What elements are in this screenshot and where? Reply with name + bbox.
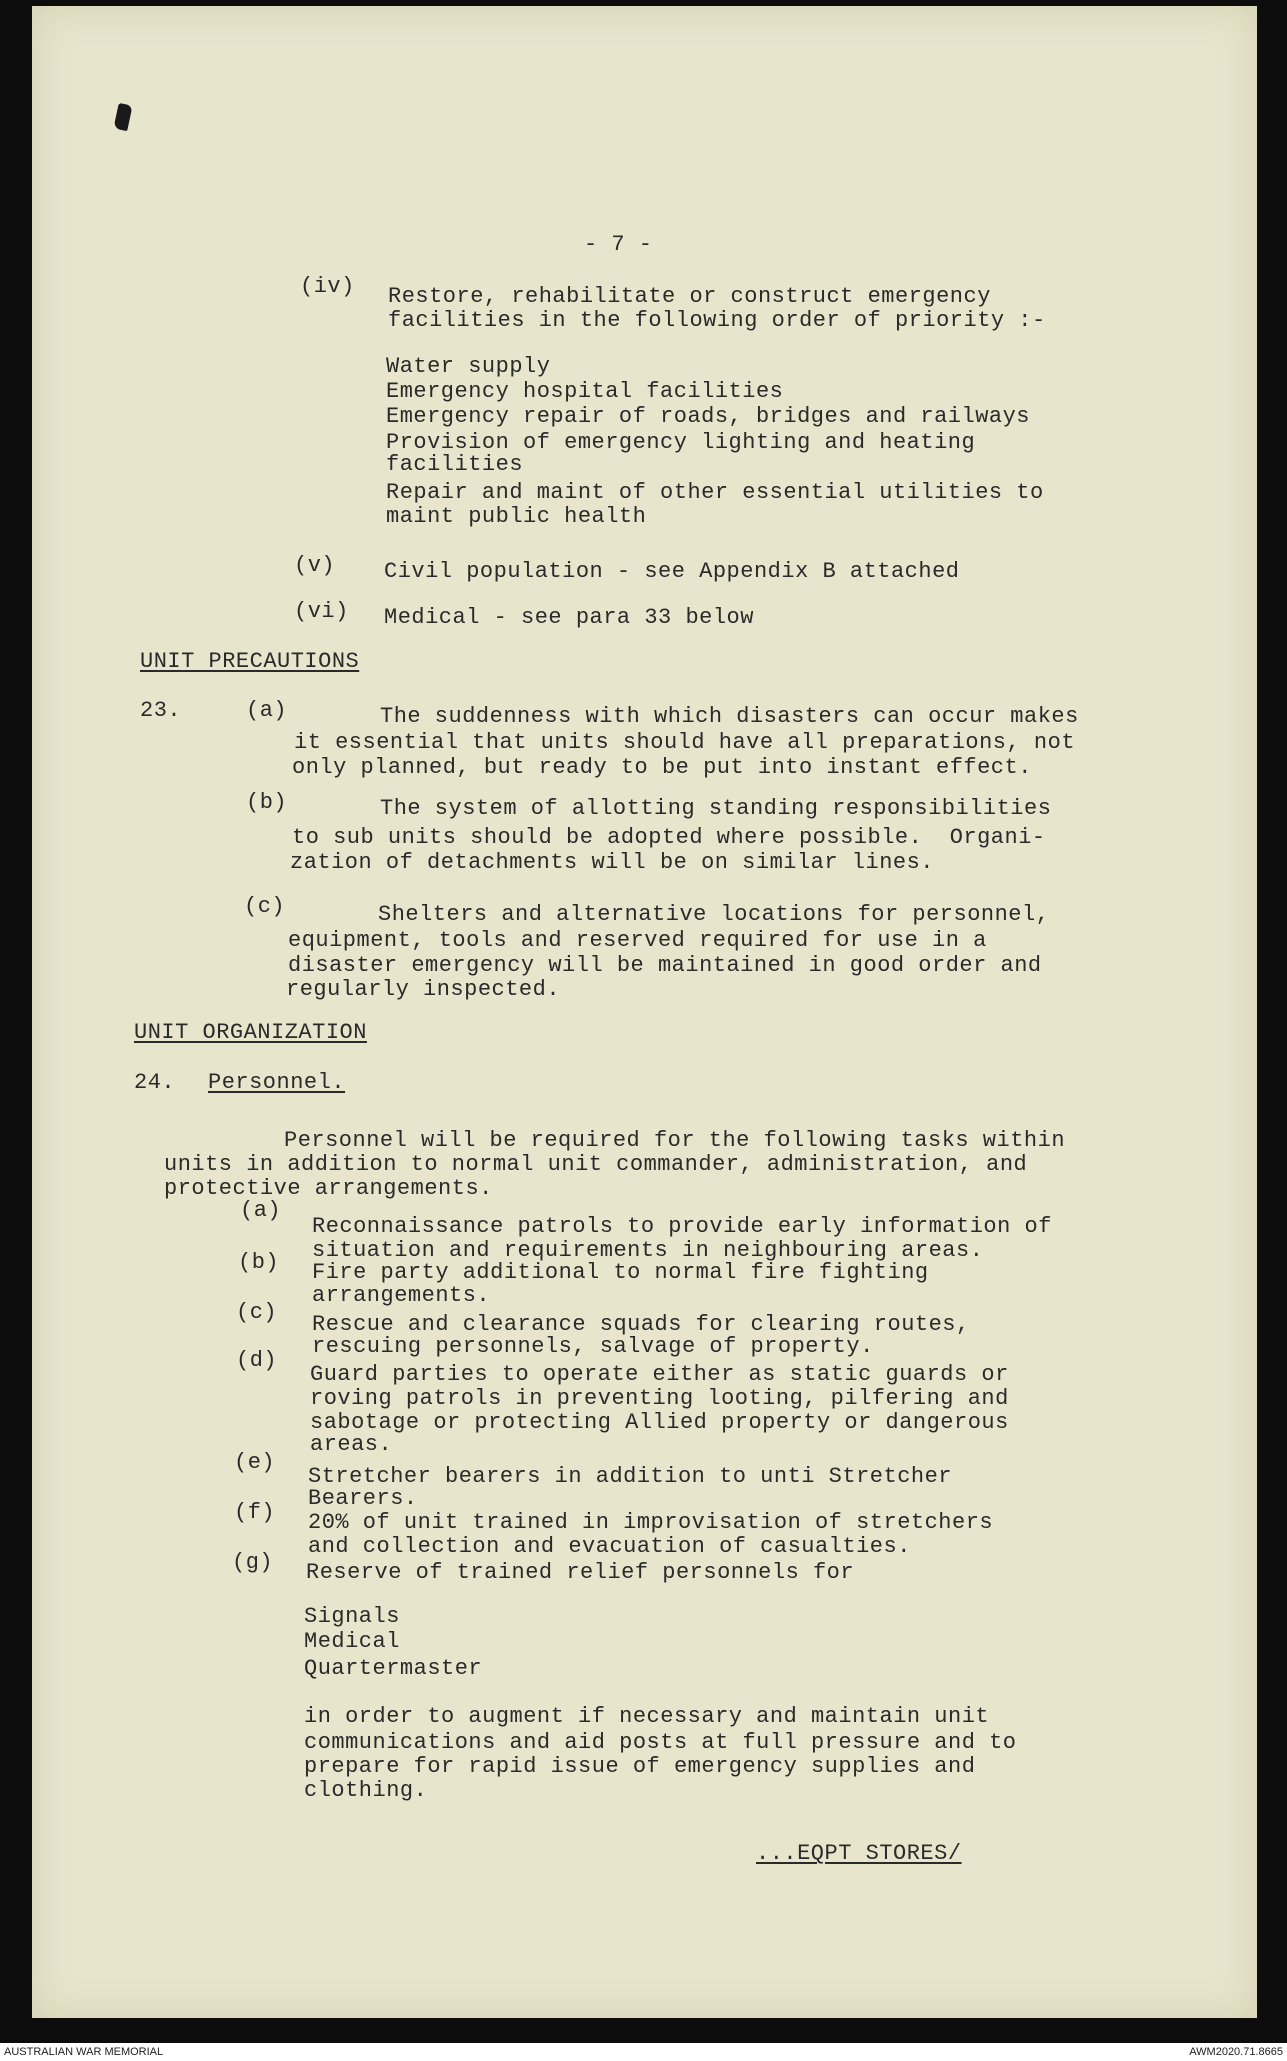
subpara-b-line: zation of detachments will be on similar lines. bbox=[290, 850, 935, 875]
relief-item: Signals bbox=[304, 1604, 400, 1629]
subpara-a-line: it essential that units should have all preparations, not bbox=[294, 730, 1076, 755]
task-line: Rescue and clearance squads for clearing routes, bbox=[312, 1312, 970, 1337]
closing-line: communications and aid posts at full pressure and to bbox=[304, 1730, 1017, 1755]
relief-item: Medical bbox=[304, 1629, 400, 1654]
task-line: areas. bbox=[310, 1432, 393, 1457]
task-line: Bearers. bbox=[308, 1486, 418, 1511]
task-line: situation and requirements in neighbouring areas. bbox=[312, 1238, 984, 1263]
priority-item: Water supply bbox=[386, 354, 551, 379]
task-marker: (a) bbox=[240, 1198, 282, 1223]
intro-line: protective arrangements. bbox=[164, 1176, 493, 1201]
subpara-a-line: The suddenness with which disasters can occur makes bbox=[380, 704, 1079, 729]
ink-mark bbox=[113, 103, 132, 131]
priority-item: maint public health bbox=[386, 504, 647, 529]
footer-accession-number: AWM2020.71.8665 bbox=[1189, 2046, 1283, 2058]
task-line: Reserve of trained relief personnels for bbox=[306, 1560, 855, 1585]
subpara-c-line: Shelters and alternative locations for personnel, bbox=[378, 902, 1050, 927]
subpara-marker-c: (c) bbox=[244, 894, 286, 919]
item-v-text: Civil population - see Appendix B attached bbox=[384, 559, 960, 584]
task-line: arrangements. bbox=[312, 1283, 491, 1308]
paragraph-number-24: 24. bbox=[134, 1070, 176, 1095]
item-marker-iv: (iv) bbox=[300, 274, 355, 299]
relief-item: Quartermaster bbox=[304, 1656, 483, 1681]
task-line: and collection and evacuation of casualties. bbox=[308, 1534, 911, 1559]
paragraph-number-23: 23. bbox=[140, 698, 182, 723]
section-heading-unit-precautions: UNIT PRECAUTIONS bbox=[140, 649, 360, 674]
task-marker: (f) bbox=[234, 1500, 276, 1525]
subpara-b-line: to sub units should be adopted where possible. Organi- bbox=[292, 825, 1046, 850]
task-line: sabotage or protecting Allied property or dangerous bbox=[310, 1410, 1009, 1435]
task-line: roving patrols in preventing looting, pilfering and bbox=[310, 1386, 1009, 1411]
subpara-c-line: equipment, tools and reserved required for use in a bbox=[288, 928, 987, 953]
subpara-c-line: disaster emergency will be maintained in good order and bbox=[288, 953, 1042, 978]
item-vi-text: Medical - see para 33 below bbox=[384, 605, 754, 630]
item-marker-v: (v) bbox=[294, 553, 336, 578]
task-marker: (c) bbox=[236, 1300, 278, 1325]
closing-line: prepare for rapid issue of emergency supplies and bbox=[304, 1754, 976, 1779]
intro-line: units in addition to normal unit commander, administration, and bbox=[164, 1152, 1028, 1177]
priority-item: Emergency hospital facilities bbox=[386, 379, 784, 404]
item-iv-line-1: Restore, rehabilitate or construct emergency bbox=[388, 284, 991, 309]
archive-footer bbox=[0, 2043, 1287, 2061]
task-line: 20% of unit trained in improvisation of stretchers bbox=[308, 1510, 994, 1535]
task-line: Reconnaissance patrols to provide early information of bbox=[312, 1214, 1052, 1239]
closing-line: clothing. bbox=[304, 1778, 428, 1803]
sub-heading-personnel: Personnel. bbox=[208, 1070, 346, 1095]
task-marker: (g) bbox=[232, 1550, 274, 1575]
subpara-marker-b: (b) bbox=[246, 790, 288, 815]
priority-item: Emergency repair of roads, bridges and railways bbox=[386, 404, 1031, 429]
subpara-a-line: only planned, but ready to be put into instant effect. bbox=[292, 755, 1032, 780]
page-number: - 7 - bbox=[584, 232, 653, 257]
priority-item: Provision of emergency lighting and heating bbox=[386, 430, 976, 455]
subpara-c-line: regularly inspected. bbox=[286, 977, 561, 1002]
intro-line: Personnel will be required for the following tasks within bbox=[284, 1128, 1066, 1153]
priority-item: facilities bbox=[386, 452, 524, 477]
item-marker-vi: (vi) bbox=[294, 599, 349, 624]
priority-item: Repair and maint of other essential utilities to bbox=[386, 480, 1044, 505]
continuation-marker: ...EQPT STORES/ bbox=[756, 1841, 962, 1866]
section-heading-unit-organization: UNIT ORGANIZATION bbox=[134, 1020, 367, 1045]
task-marker: (d) bbox=[236, 1348, 278, 1373]
subpara-b-line: The system of allotting standing responsibilities bbox=[380, 796, 1052, 821]
footer-institution: AUSTRALIAN WAR MEMORIAL bbox=[4, 2046, 164, 2058]
task-line: rescuing personnels, salvage of property. bbox=[312, 1334, 874, 1359]
item-iv-line-2: facilities in the following order of priority :- bbox=[388, 308, 1046, 333]
task-line: Guard parties to operate either as static guards or bbox=[310, 1362, 1009, 1387]
subpara-marker-a: (a) bbox=[246, 698, 288, 723]
task-marker: (b) bbox=[238, 1250, 280, 1275]
task-line: Stretcher bearers in addition to unti Stretcher bbox=[308, 1464, 953, 1489]
closing-line: in order to augment if necessary and maintain unit bbox=[304, 1704, 990, 1729]
task-marker: (e) bbox=[234, 1450, 276, 1475]
task-line: Fire party additional to normal fire fighting bbox=[312, 1260, 929, 1285]
